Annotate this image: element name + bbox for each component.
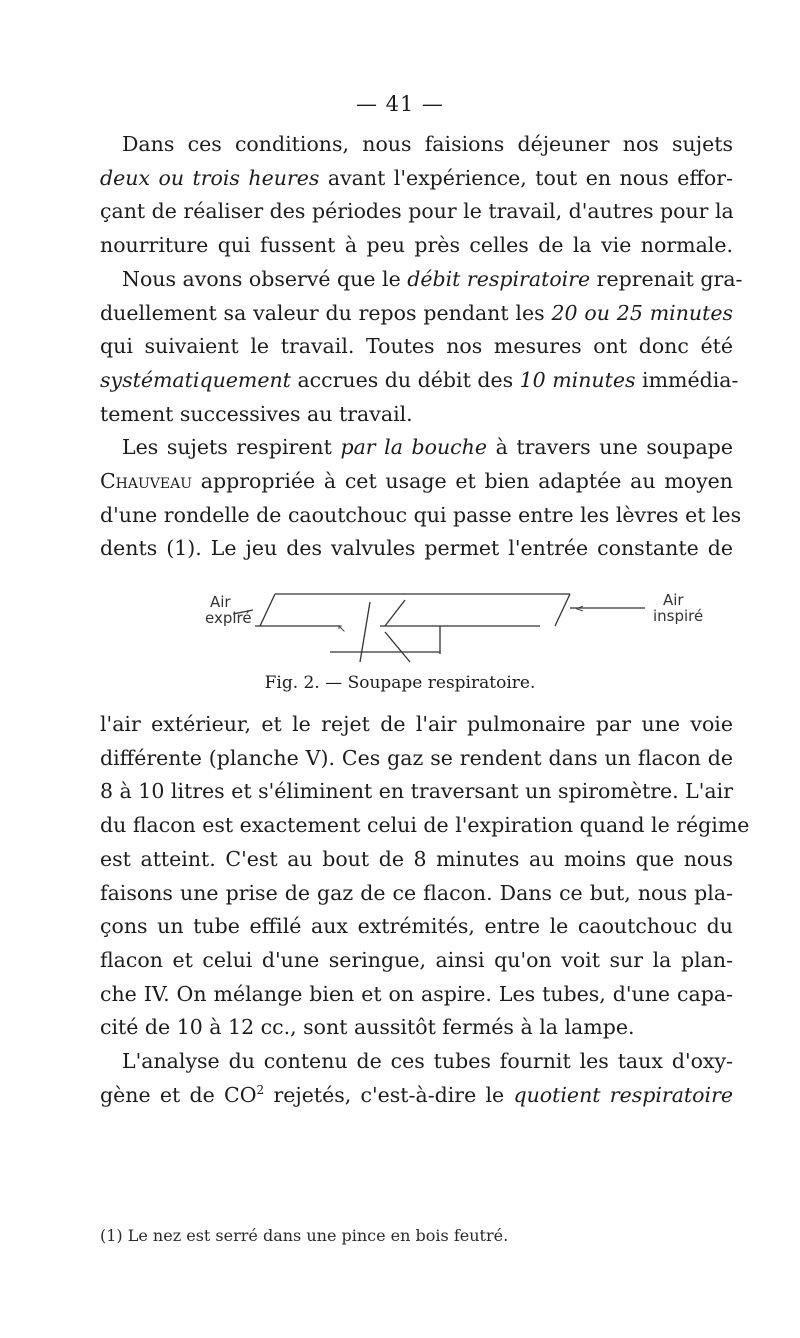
text-run: rejetés, c'est-à-dire le xyxy=(264,1082,514,1107)
text-line: l'air extérieur, et le rejet de l'air pulmonaire par une voie xyxy=(100,712,733,736)
arrow-mark-right: < xyxy=(575,602,585,615)
text-line xyxy=(100,431,733,465)
text-line: çons un tube effilé aux extrémités, entre le caoutchouc du xyxy=(100,914,733,939)
text-line: qui suivaient le travail. Toutes nos mesures ont donc été xyxy=(100,334,733,359)
text-line: flacon et celui d'une seringue, ainsi qu'on voit sur la plan- xyxy=(100,947,733,972)
paragraph-block-2 xyxy=(100,708,750,1112)
text-run: reprenait gra- xyxy=(590,266,743,291)
valve-figure xyxy=(205,592,725,712)
text-line: Dans ces conditions, nous faisions déjeuner nos sujets xyxy=(122,132,733,156)
text-run: avant l'expérience, tout en nous effor- xyxy=(319,165,733,190)
author-name: Chauveau xyxy=(100,469,193,494)
text-line: tement successives au travail. xyxy=(100,401,413,426)
figure-caption: Fig. 2. — Soupape respiratoire. xyxy=(264,673,536,693)
label-expire: expiré xyxy=(205,609,252,627)
text-line: dents (1). Le jeu des valvules permet l'entrée constante de xyxy=(100,536,733,561)
expire-pointer xyxy=(233,610,253,614)
italic-text: systématiquement xyxy=(100,367,291,392)
text-line: çant de réaliser des périodes pour le travail, d'autres pour la xyxy=(100,199,734,224)
text-line xyxy=(100,364,739,398)
italic-text: 10 minutes xyxy=(519,367,636,392)
text-line xyxy=(100,1079,733,1113)
text-run: duellement sa valeur du repos pendant les xyxy=(100,300,552,325)
text-line: nourriture qui fussent à peu près celles de la vie normale. xyxy=(100,233,733,258)
text-line xyxy=(100,465,733,499)
valve-diagram xyxy=(205,592,725,672)
text-line: d'une rondelle de caoutchouc qui passe entre les lèvres et les xyxy=(100,502,742,527)
text-line: che IV. On mélange bien et on aspire. Les tubes, d'une capa- xyxy=(100,981,733,1006)
footnote: (1) Le nez est serré dans une pince en bois feutré. xyxy=(100,1226,509,1245)
paragraph-block-1 xyxy=(100,128,743,566)
arrow-mark: ↖ xyxy=(337,622,347,635)
text-run: immédia- xyxy=(635,367,739,392)
valve-flap-center xyxy=(385,600,405,626)
text-line: cité de 10 à 12 cc., sont aussitôt fermés à la lampe. xyxy=(100,1015,635,1040)
italic-text: deux ou trois heures xyxy=(100,165,320,190)
text-run: Les sujets respirent xyxy=(122,435,341,460)
text-line: est atteint. C'est au bout de 8 minutes au moins que nous xyxy=(100,846,733,871)
text-run: accrues du débit des xyxy=(290,367,520,392)
label-air-left: Air xyxy=(210,593,231,611)
page-number: — 41 — xyxy=(355,92,445,116)
valve-flap-left xyxy=(260,594,275,626)
text-run: gène et de CO xyxy=(100,1082,257,1107)
text-line xyxy=(100,162,733,196)
valve-stem-left xyxy=(360,602,370,662)
label-air-right: Air xyxy=(663,591,684,609)
text-line: différente (planche V). Ces gaz se rendent dans un flacon de xyxy=(100,745,733,770)
text-run: Nous avons observé que le xyxy=(122,266,408,291)
text-line xyxy=(100,297,733,331)
text-line: faisons une prise de gaz de ce flacon. Dans ce but, nous pla- xyxy=(100,880,733,905)
text-line: 8 à 10 litres et s'éliminent en traversant un spiromètre. L'air xyxy=(100,779,733,804)
italic-text: quotient respiratoire xyxy=(513,1082,733,1107)
valve-stem-center xyxy=(385,632,410,662)
text-run: appropriée à cet usage et bien adaptée au moyen xyxy=(192,469,733,494)
italic-text: 20 ou 25 minutes xyxy=(551,300,733,325)
italic-text: par la bouche xyxy=(340,435,487,460)
text-run: à travers une soupape xyxy=(487,435,733,460)
text-line xyxy=(100,263,743,297)
italic-text: débit respiratoire xyxy=(407,266,591,291)
valve-flap-right xyxy=(555,594,570,626)
label-inspire: inspiré xyxy=(653,607,704,625)
superscript: 2 xyxy=(256,1082,265,1097)
text-line: L'analyse du contenu de ces tubes fournit les taux d'oxy- xyxy=(122,1049,733,1074)
text-line: du flacon est exactement celui de l'expiration quand le régime xyxy=(100,813,750,838)
